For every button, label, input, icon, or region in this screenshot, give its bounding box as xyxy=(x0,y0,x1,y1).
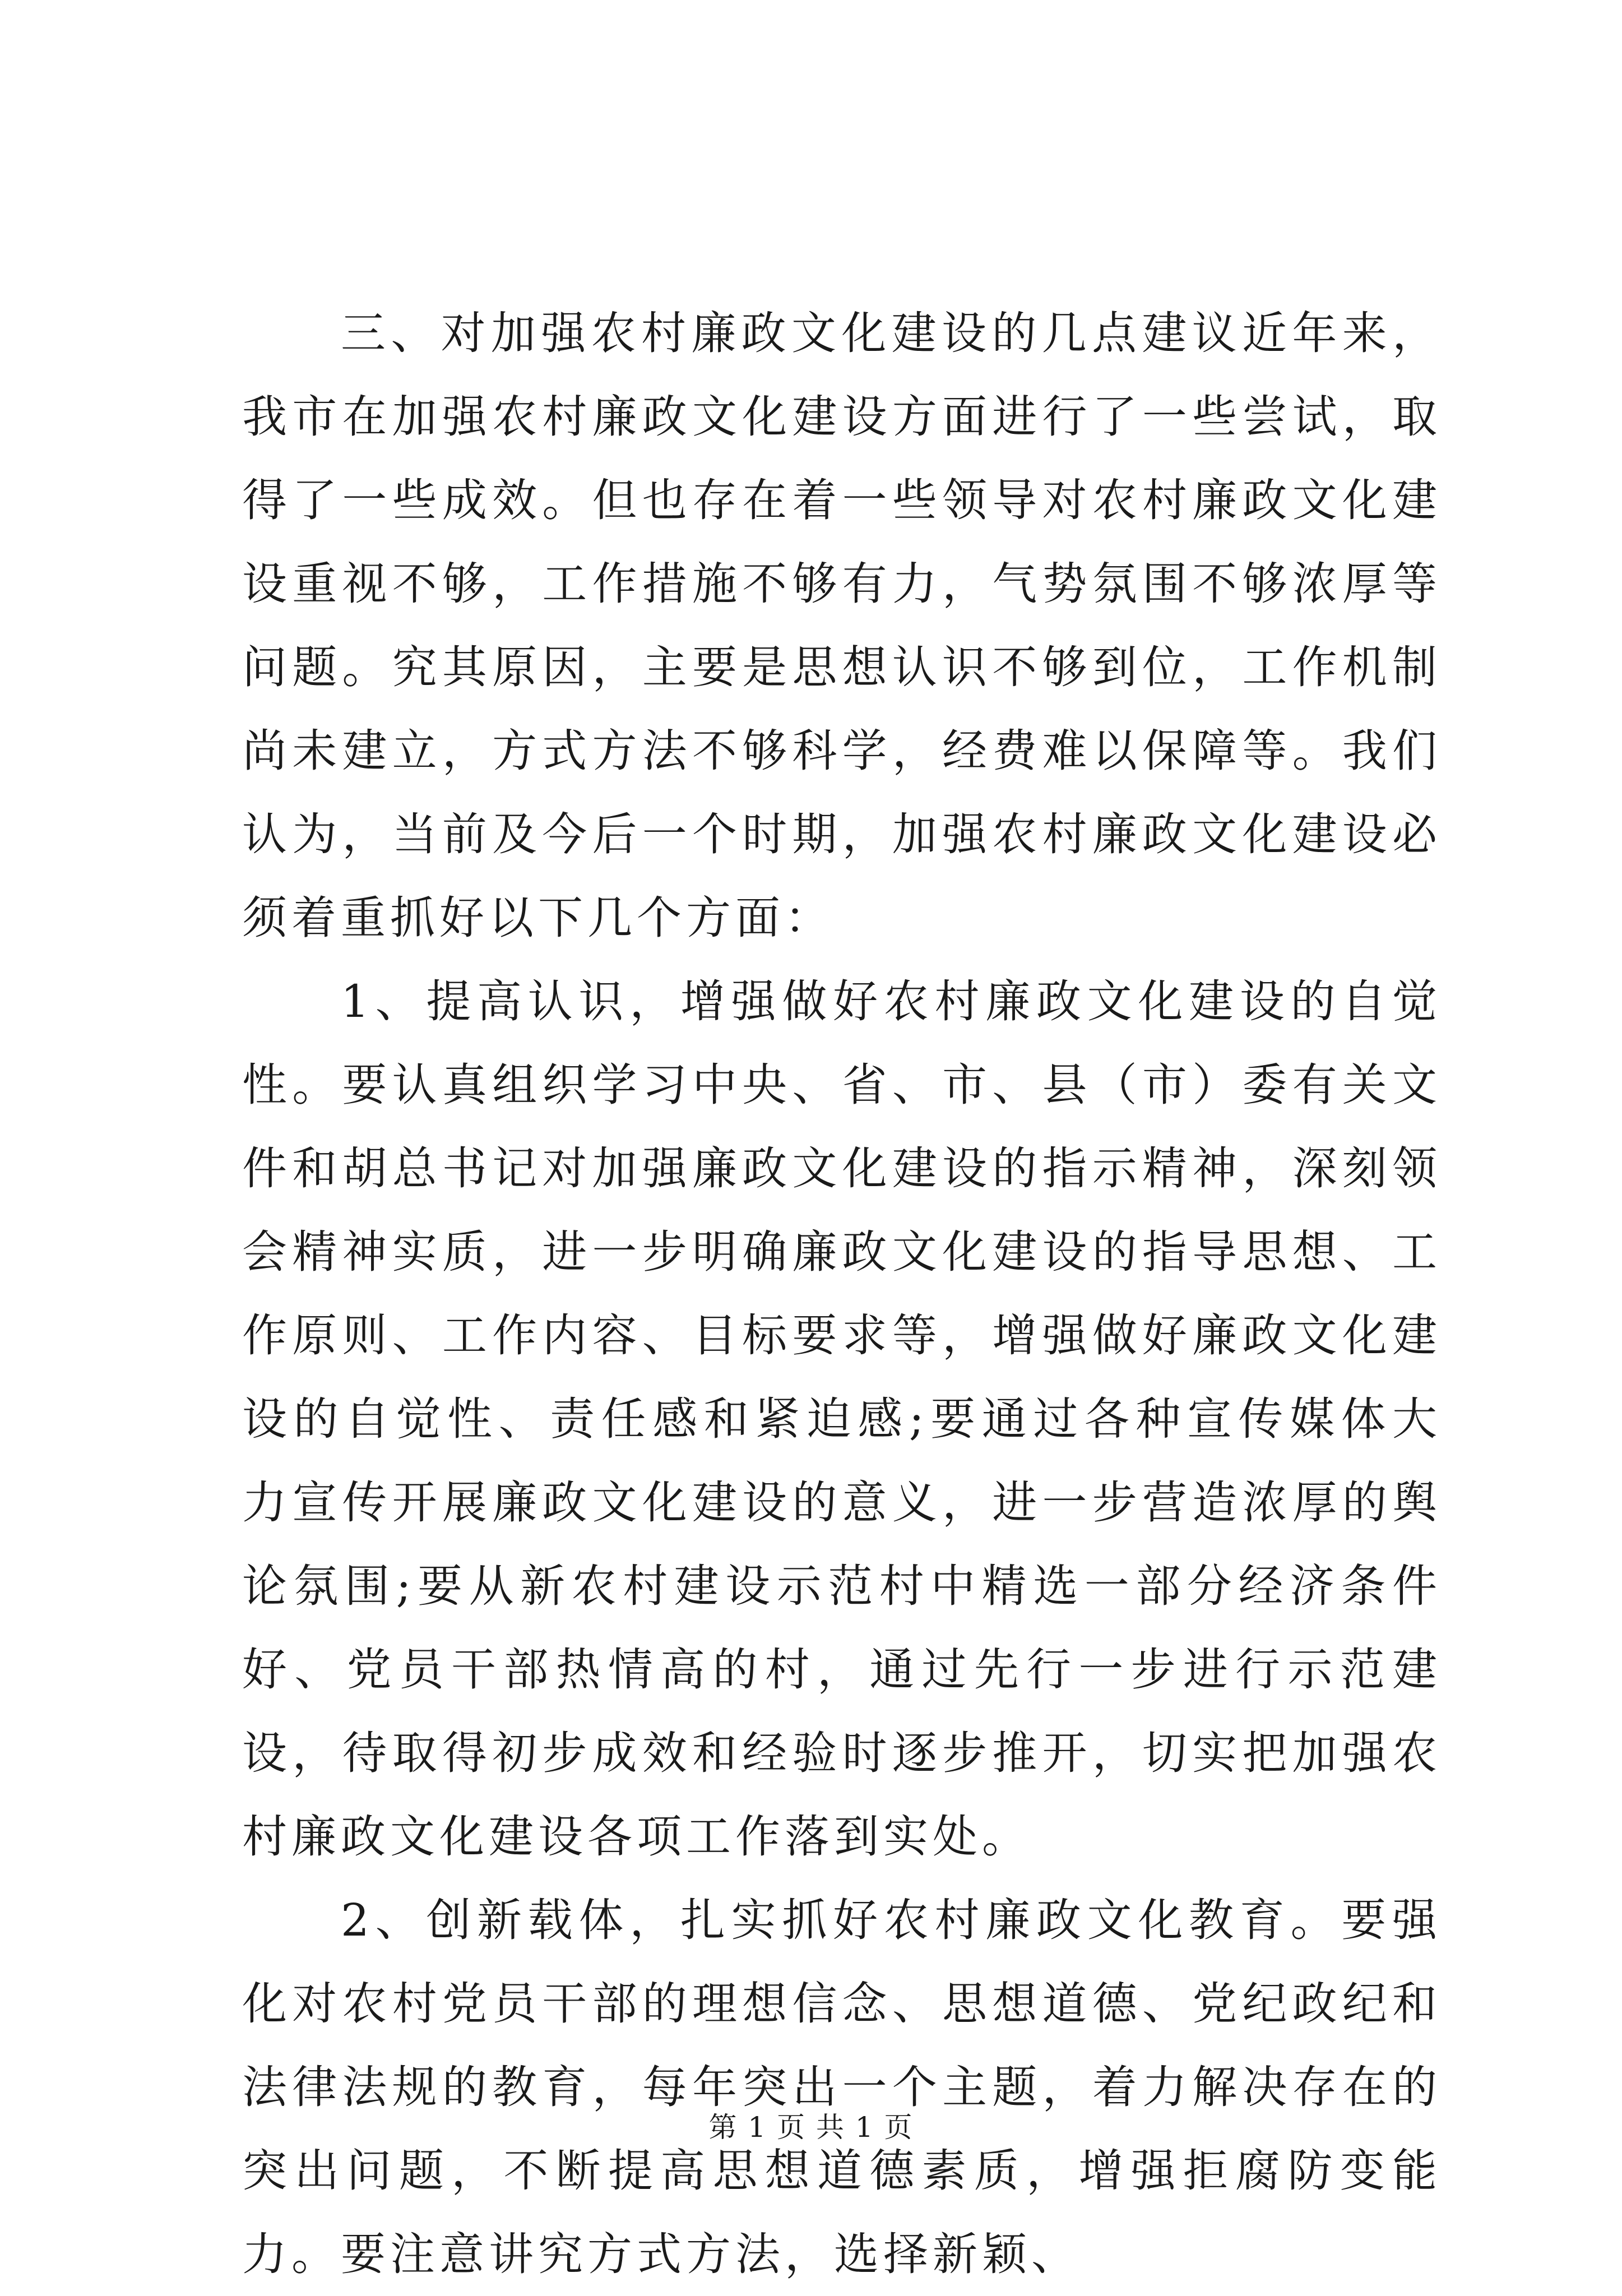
paragraph-point-2: 2、创新载体，扎实抓好农村廉政文化教育。要强化对农村党员干部的理想信念、思想道德、党纪政纪和法律法规的教育，每年突出一个主题，着力解决存在的突出问题，不断提高思想道德素质，增强拒腐防变能力。要注意讲究方式方法，选择新颖、 xyxy=(242,1894,1442,2280)
document-body xyxy=(242,291,1442,2296)
paragraph-suggestions-intro: 三、对加强农村廉政文化建设的几点建议近年来，我市在加强农村廉政文化建设方面进行了一些尝试，取得了一些成效。但也存在着一些领导对农村廉政文化建设重视不够，工作措施不够有力，气势氛围不够浓厚等问题。究其原因，主要是思想认识不够到位，工作机制尚未建立，方式方法不够科学，经费难以保障等。我们认为，当前及今后一个时期，加强农村廉政文化建设必须着重抓好以下几个方面： xyxy=(242,307,1442,944)
paragraph-point-1: 1、提高认识，增强做好农村廉政文化建设的自觉性。要认真组织学习中央、省、市、县（市）委有关文件和胡总书记对加强廉政文化建设的指示精神，深刻领会精神实质，进一步明确廉政文化建设的指导思想、工作原则、工作内容、目标要求等，增强做好廉政文化建设的自觉性、责任感和紧迫感;要通过各种宣传媒体大力宣传开展廉政文化建设的意义，进一步营造浓厚的舆论氛围;要从新农村建设示范村中精选一部分经济条件好、党员干部热情高的村，通过先行一步进行示范建设，待取得初步成效和经验时逐步推开，切实把加强农村廉政文化建设各项工作落到实处。 xyxy=(242,975,1442,1863)
page-number-footer: 第 1 页 共 1 页 xyxy=(708,2111,914,2144)
